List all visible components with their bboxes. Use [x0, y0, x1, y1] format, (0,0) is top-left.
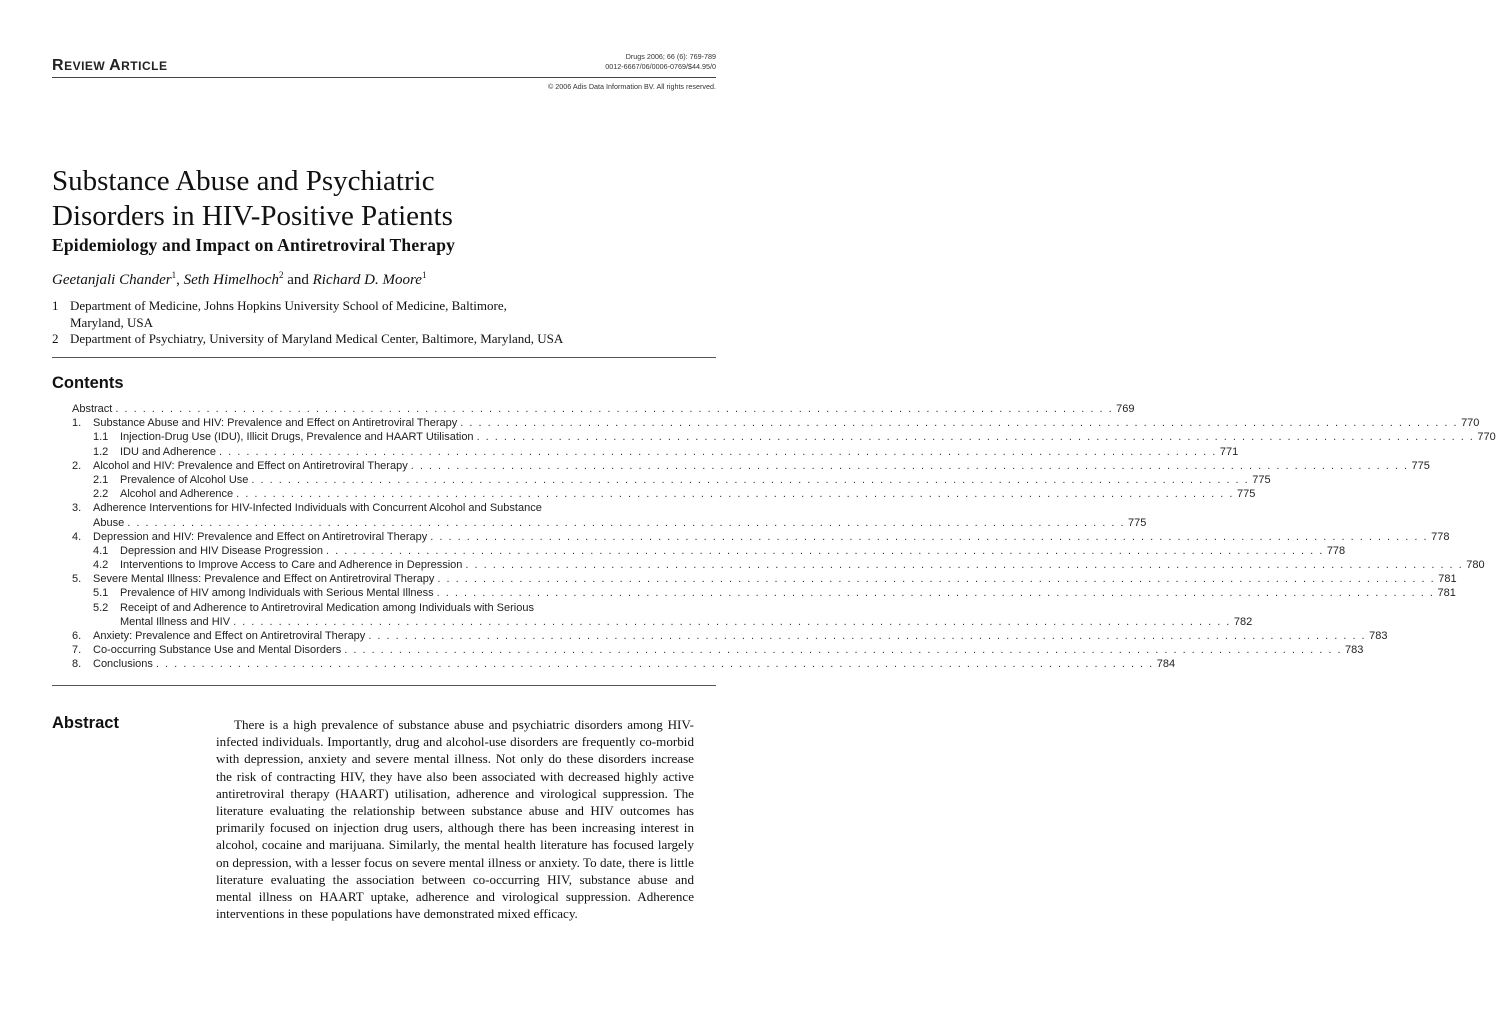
abstract-heading: Abstract	[52, 714, 119, 732]
toc-entry[interactable]	[72, 487, 1256, 501]
toc-entry[interactable]	[72, 629, 1388, 643]
toc-entry-label: Severe Mental Illness: Prevalence and Effect on Antiretroviral Therapy	[93, 573, 435, 586]
toc-entry-label: Depression and HIV: Prevalence and Effect on Antiretroviral Therapy	[93, 530, 428, 543]
toc-dot-leader: . . . . . . . . . . . . . . . . . . . . . . . . . . . . . . . . . . . . . . . . . . . . . . . . . . . . . . . . . . . . . . . . . . . . . . . . . . . . . . . . . . . . . . . . . . . . . . . . . . . . . . . . . . . . . .	[233, 615, 1231, 628]
toc-entry-number: 4.2	[93, 559, 109, 572]
toc-entry-number: 5.1	[93, 587, 109, 600]
toc-entry-number: 6.	[72, 630, 82, 642]
toc-entry-page: 769	[1116, 403, 1135, 415]
toc-entry-number: 8.	[72, 658, 82, 671]
copyright-notice: © 2006 Adis Data Information BV. All rights reserved.	[547, 82, 716, 91]
affiliation-number: 2	[52, 331, 59, 346]
toc-entry[interactable]	[72, 530, 1450, 544]
toc-entry[interactable]	[72, 615, 1253, 629]
toc-entry-label: Interventions to Improve Access to Care and Adherence in Depression	[120, 559, 463, 572]
toc-entry-number: 4.	[72, 530, 82, 543]
contents-divider	[52, 685, 716, 686]
toc-entry-label: Substance Abuse and HIV: Prevalence and Effect on Antiretroviral Therapy	[93, 417, 458, 430]
toc-entry-label: Abstract	[72, 403, 113, 415]
toc-entry[interactable]	[72, 572, 1457, 586]
toc-entry-page: 782	[1233, 615, 1253, 628]
contents-heading: Contents	[52, 374, 124, 392]
affiliation-number: 1	[52, 298, 59, 313]
journal-issn-line: 0012-6667/06/0006-0769/$44.95/0	[605, 61, 716, 71]
toc-dot-leader: . . . . . . . . . . . . . . . . . . . . . . . . . . . . . . . . . . . . . . . . . . . . . . . . . . . . . . . . . . . . . . . . . . . . . . . . . . . . . . . . . . . . . . . . . . . . . . . . . . . . . . . . . . . . . .	[326, 544, 1324, 557]
toc-entry[interactable]	[72, 459, 1430, 473]
author-name: Richard D. Moore	[312, 272, 422, 288]
affiliation-list	[52, 298, 716, 348]
toc-entry[interactable]	[72, 643, 1364, 657]
author-list: Geetanjali Chander$^1$, Seth Himelhoch$^2$ and Richard D. Moore$^1$	[52, 270, 427, 288]
toc-entry-page: 771	[1219, 445, 1239, 458]
toc-dot-leader: . . . . . . . . . . . . . . . . . . . . . . . . . . . . . . . . . . . . . . . . . . . . . . . . . . . . . . . . . . . . . . . . . . . . . . . . . . . . . . . . . . . . . . . . . . . . . . . . . . . . . . . . . . . . . .	[436, 587, 1435, 600]
toc-dot-leader: . . . . . . . . . . . . . . . . . . . . . . . . . . . . . . . . . . . . . . . . . . . . . . . . . . . . . . . . . . . . . . . . . . . . . . . . . . . . . . . . . . . . . . . . . . . . . . . . . . . . . . . . . . . . . .	[476, 431, 1475, 444]
toc-entry-label: Prevalence of HIV among Individuals with Serious Mental Illness	[120, 587, 434, 600]
toc-entry-page: 770	[1461, 417, 1480, 430]
toc-entry[interactable]	[72, 516, 1147, 530]
toc-entry-label: Prevalence of Alcohol Use	[120, 473, 249, 486]
toc-dot-leader: . . . . . . . . . . . . . . . . . . . . . . . . . . . . . . . . . . . . . . . . . . . . . . . . . . . . . . . . . . . . . . . . . . . . . . . . . . . . . . . . . . . . . . . . . . . . . . . . . . . . . . . . . . . . . .	[236, 488, 1234, 501]
toc-dot-leader: . . . . . . . . . . . . . . . . . . . . . . . . . . . . . . . . . . . . . . . . . . . . . . . . . . . . . . . . . . . . . . . . . . . . . . . . . . . . . . . . . . . . . . . . . . . . . . . . . . . . . . . . . . . . . .	[410, 459, 1409, 472]
article-subtitle: Epidemiology and Impact on Antiretroviral Therapy	[52, 235, 456, 255]
toc-entry-number: 2.1	[93, 473, 109, 486]
toc-entry-page: 778	[1431, 530, 1450, 543]
toc-dot-leader: . . . . . . . . . . . . . . . . . . . . . . . . . . . . . . . . . . . . . . . . . . . . . . . . . . . . . . . . . . . . . . . . . . . . . . . . . . . . . . . . . . . . . . . . . . . . . . . . . . . . . . . . . . . . . .	[155, 658, 1154, 671]
toc-entry[interactable]	[72, 430, 1496, 444]
toc-entry-page: 783	[1369, 630, 1388, 642]
toc-entry-number: 7.	[72, 644, 82, 657]
toc-entry-label: Abuse	[93, 516, 125, 529]
toc-dot-leader: . . . . . . . . . . . . . . . . . . . . . . . . . . . . . . . . . . . . . . . . . . . . . . . . . . . . . . . . . . . . . . . . . . . . . . . . . . . . . . . . . . . . . . . . . . . . . . . . . . . . . . . . . . . . . .	[251, 473, 1250, 486]
toc-entry-label: Adherence Interventions for HIV-Infected Individuals with Concurrent Alcohol and Substance	[93, 502, 542, 515]
toc-entry[interactable]	[72, 473, 1271, 487]
affiliation-item	[52, 298, 716, 331]
author-name: Geetanjali Chander	[52, 272, 172, 288]
author-conjunction: and	[287, 272, 309, 288]
toc-entry-label: Receipt of and Adherence to Antiretroviral Medication among Individuals with Serious	[120, 601, 534, 614]
toc-entry[interactable]	[72, 601, 694, 615]
toc-entry[interactable]	[72, 416, 1480, 430]
title-divider	[52, 357, 716, 358]
toc-entry[interactable]	[72, 402, 1135, 416]
journal-citation	[605, 52, 716, 71]
toc-entry-page: 775	[1128, 516, 1147, 529]
toc-entry-page: 775	[1236, 488, 1256, 501]
toc-entry-number: 3.	[72, 502, 82, 515]
author-affiliation-mark: 1	[171, 270, 177, 280]
toc-dot-leader: . . . . . . . . . . . . . . . . . . . . . . . . . . . . . . . . . . . . . . . . . . . . . . . . . . . . . . . . . . . . . . . . . . . . . . . . . . . . . . . . . . . . . . . . . . . . . . . . . . . . . . . . . . . . . .	[437, 573, 1436, 586]
toc-entry-label: Alcohol and HIV: Prevalence and Effect on Antiretroviral Therapy	[93, 459, 408, 472]
toc-entry-number: 1.	[72, 417, 82, 430]
toc-dot-leader: . . . . . . . . . . . . . . . . . . . . . . . . . . . . . . . . . . . . . . . . . . . . . . . . . . . . . . . . . . . . . . . . . . . . . . . . . . . . . . . . . . . . . . . . . . . . . . . . . . . . . . . . . . . . . .	[368, 630, 1367, 642]
toc-entry[interactable]	[72, 657, 1176, 671]
toc-entry-label: Conclusions	[93, 658, 153, 671]
toc-entry-number: 2.	[72, 459, 82, 472]
toc-entry[interactable]	[72, 544, 1346, 558]
toc-entry-page: 775	[1411, 459, 1430, 472]
toc-entry-number: 1.1	[93, 431, 109, 444]
toc-entry-page: 778	[1326, 544, 1346, 557]
toc-entry-page: 780	[1466, 559, 1485, 572]
toc-entry-number: 5.	[72, 573, 82, 586]
toc-dot-leader: . . . . . . . . . . . . . . . . . . . . . . . . . . . . . . . . . . . . . . . . . . . . . . . . . . . . . . . . . . . . . . . . . . . . . . . . . . . . . . . . . . . . . . . . . . . . . . . . . . . . . . . . . . . . . .	[219, 445, 1217, 458]
toc-entry[interactable]	[72, 586, 1456, 600]
affiliation-text: Department of Psychiatry, University of Maryland Medical Center, Baltimore, Maryland, USA	[70, 331, 564, 346]
toc-entry-number: 1.2	[93, 445, 109, 458]
toc-dot-leader: . . . . . . . . . . . . . . . . . . . . . . . . . . . . . . . . . . . . . . . . . . . . . . . . . . . . . . . . . . . . . . . . . . . . . . . . . . . . . . . . . . . . . . . . . . . . . . . . . . . . . . . . . . . . . .	[465, 559, 1464, 572]
article-title	[52, 164, 716, 234]
toc-entry-number: 5.2	[93, 601, 109, 614]
toc-entry-number: 2.2	[93, 488, 109, 501]
toc-entry[interactable]	[72, 501, 694, 515]
toc-dot-leader: . . . . . . . . . . . . . . . . . . . . . . . . . . . . . . . . . . . . . . . . . . . . . . . . . . . . . . . . . . . . . . . . . . . . . . . . . . . . . . . . . . . . . . . . . . . . . . . . . . . . . . . . . . . . . .	[115, 403, 1114, 415]
toc-entry-page: 770	[1477, 431, 1496, 444]
abstract-text: There is a high prevalence of substance abuse and psychiatric disorders among HIV-infected individuals. Importantly, drug and alcohol-use disorders are frequently co-morbid with depression, anxiety and severe mental illness. Not only do these disorders increase the risk of contracting HIV, they have also been associated with decreased highly active antiretroviral therapy (HAART) utilisation, adherence and virological suppression. The literature evaluating the relationship between substance abuse and HIV outcomes has primarily focused on injection drug users, although there has been increasing interest in alcohol, cocaine and marijuana. Similarly, the mental health literature has focused largely on depression, with a lesser focus on severe mental illness or anxiety. To date, there is little literature evaluating the association between co-occurring HIV, substance abuse and mental illness on HAART uptake, adherence and virological suppression. Adherence interventions in these populations have demonstrated mixed efficacy.	[216, 717, 694, 922]
journal-citation-line: Drugs 2006; 66 (6): 769-789	[625, 52, 716, 61]
toc-entry-label: Co-occurring Substance Use and Mental Disorders	[93, 644, 342, 657]
toc-entry-label: Injection-Drug Use (IDU), Illicit Drugs, Prevalence and HAART Utilisation	[120, 431, 474, 444]
toc-dot-leader: . . . . . . . . . . . . . . . . . . . . . . . . . . . . . . . . . . . . . . . . . . . . . . . . . . . . . . . . . . . . . . . . . . . . . . . . . . . . . . . . . . . . . . . . . . . . . . . . . . . . . . . . . . . . . .	[344, 644, 1343, 657]
toc-dot-leader: . . . . . . . . . . . . . . . . . . . . . . . . . . . . . . . . . . . . . . . . . . . . . . . . . . . . . . . . . . . . . . . . . . . . . . . . . . . . . . . . . . . . . . . . . . . . . . . . . . . . . . . . . . . . . .	[430, 530, 1429, 543]
affiliation-text: Department of Medicine, Johns Hopkins University School of Medicine, Baltimore, Maryland, USA	[70, 298, 507, 330]
toc-dot-leader: . . . . . . . . . . . . . . . . . . . . . . . . . . . . . . . . . . . . . . . . . . . . . . . . . . . . . . . . . . . . . . . . . . . . . . . . . . . . . . . . . . . . . . . . . . . . . . . . . . . . . . . . . . . . . .	[460, 417, 1459, 430]
toc-entry-label: Anxiety: Prevalence and Effect on Antiretroviral Therapy	[93, 630, 366, 642]
toc-entry[interactable]	[72, 558, 1485, 572]
toc-entry-label: Alcohol and Adherence	[120, 488, 234, 501]
toc-entry-page: 781	[1438, 573, 1457, 586]
toc-entry-page: 775	[1252, 473, 1271, 486]
author-affiliation-mark: 2	[278, 270, 284, 280]
toc-entry-label: Depression and HIV Disease Progression	[120, 544, 323, 557]
toc-entry-number: 4.1	[93, 544, 109, 557]
toc-entry-page: 783	[1345, 644, 1364, 657]
toc-entry-page: 781	[1437, 587, 1456, 600]
article-type-label: REVIEW ARTICLE	[52, 57, 168, 74]
author-affiliation-mark: 1	[421, 270, 427, 280]
affiliation-item	[52, 331, 716, 348]
header-divider	[52, 77, 716, 78]
toc-entry-page: 784	[1156, 658, 1176, 671]
author-name: Seth Himelhoch	[183, 272, 279, 288]
toc-entry-label: IDU and Adherence	[120, 445, 217, 458]
title-line-2: Disorders in HIV-Positive Patients	[52, 200, 453, 232]
toc-entry[interactable]	[72, 445, 1239, 459]
title-line-1: Substance Abuse and Psychiatric	[52, 165, 435, 197]
table-of-contents	[72, 402, 1496, 672]
toc-entry-label: Mental Illness and HIV	[120, 615, 231, 628]
toc-dot-leader: . . . . . . . . . . . . . . . . . . . . . . . . . . . . . . . . . . . . . . . . . . . . . . . . . . . . . . . . . . . . . . . . . . . . . . . . . . . . . . . . . . . . . . . . . . . . . . . . . . . . . . . . . . . . . .	[127, 516, 1126, 529]
